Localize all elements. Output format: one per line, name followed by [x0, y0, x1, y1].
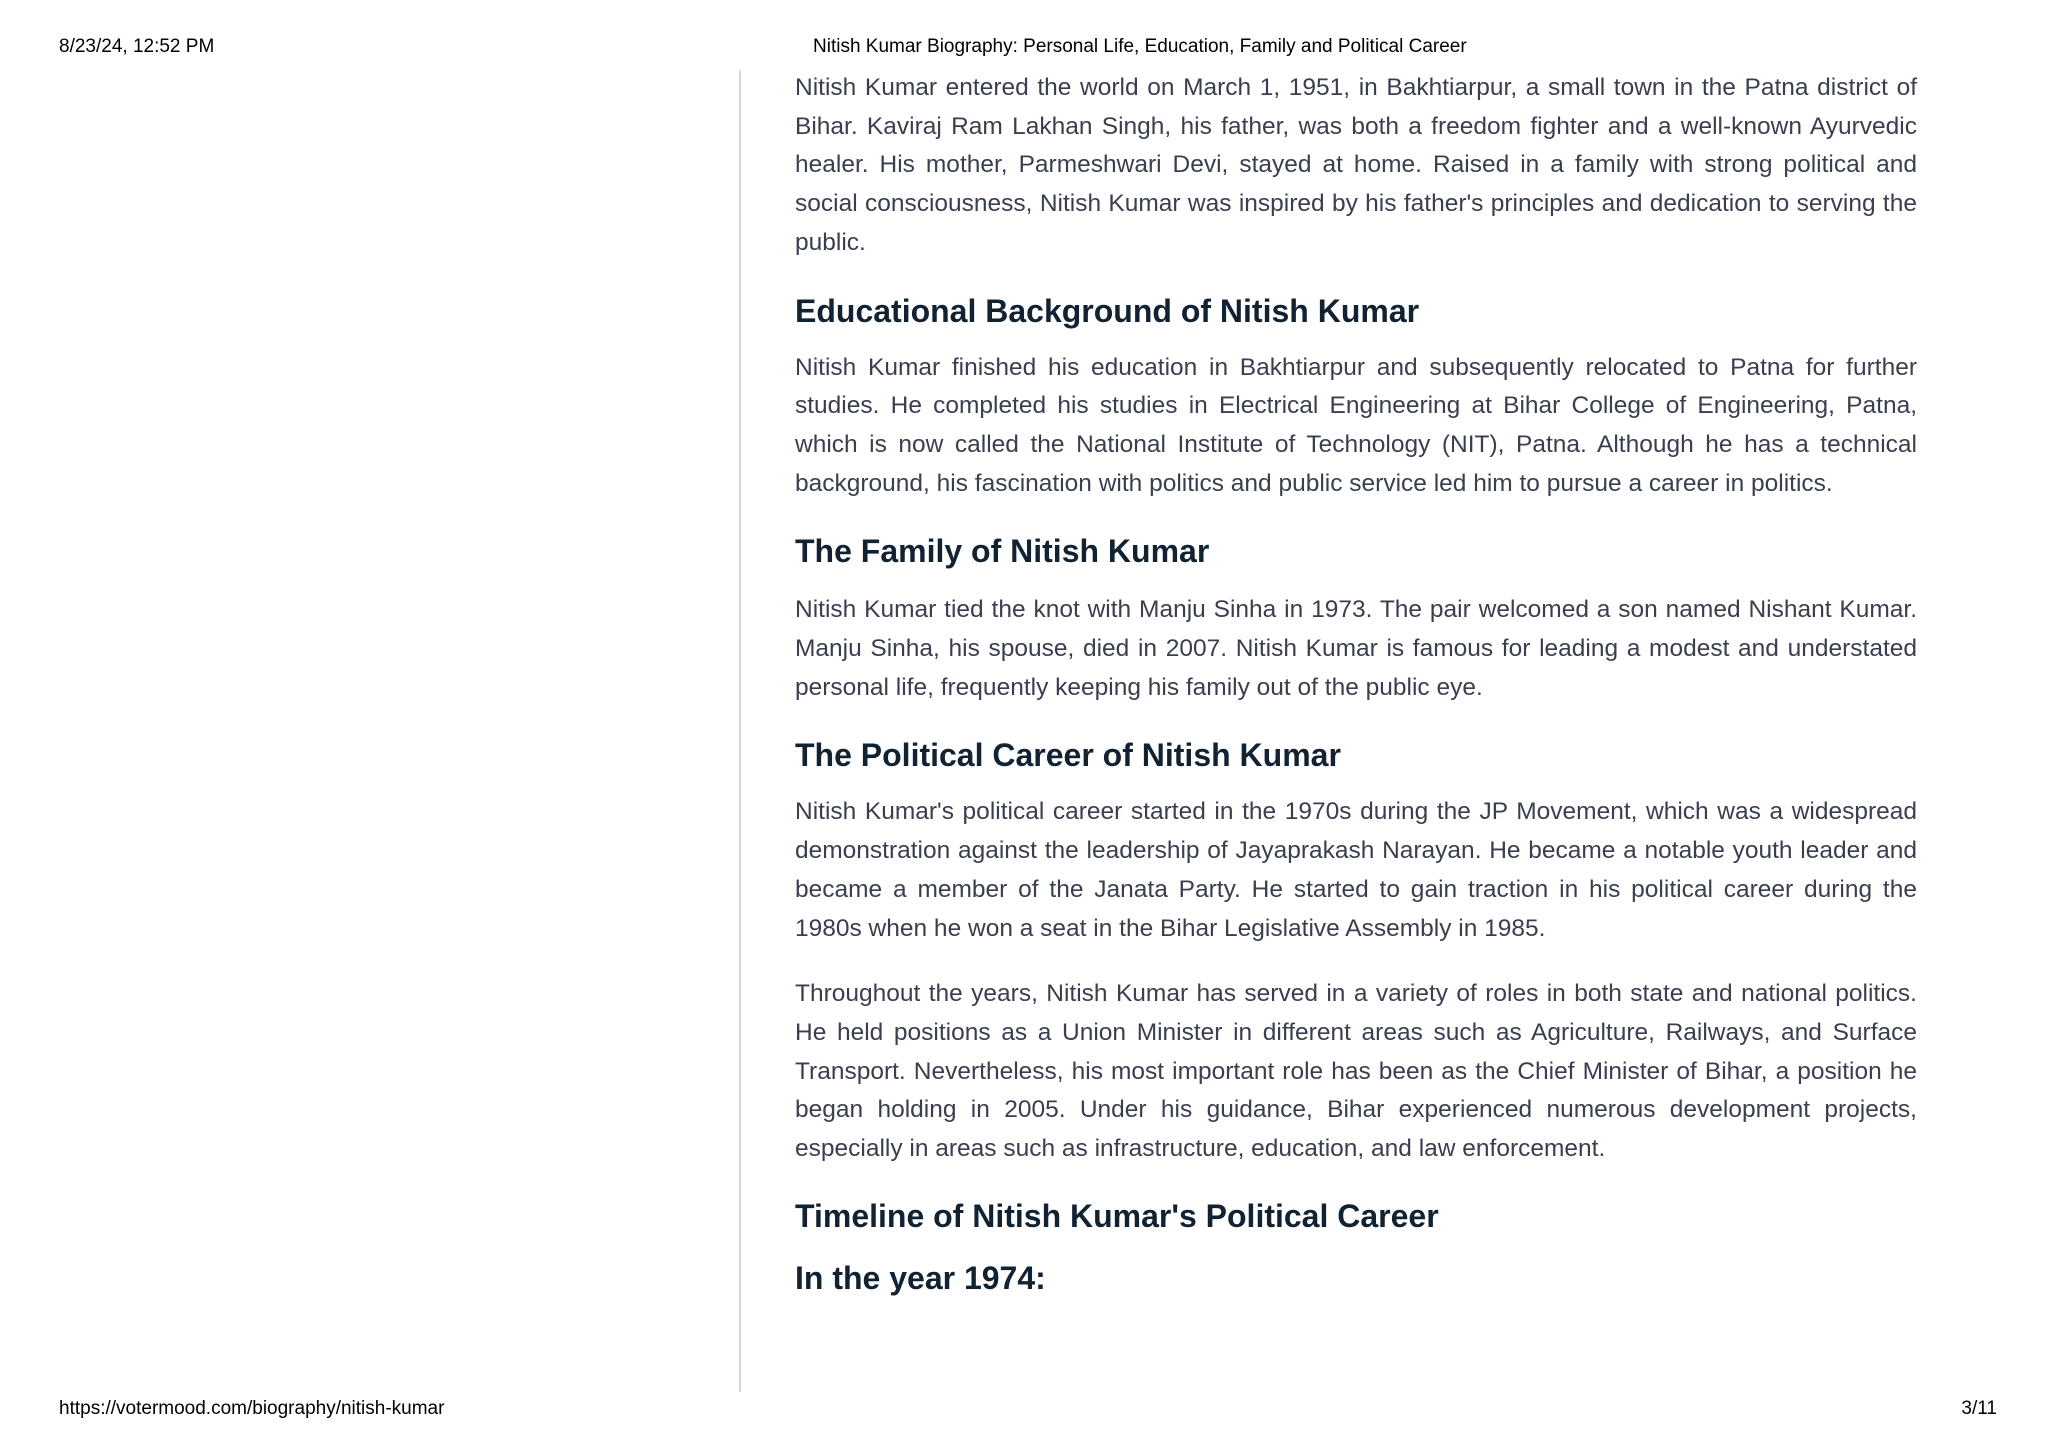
education-paragraph: Nitish Kumar finished his education in Bakhtiarpur and subsequently relocated to Patna for further studies. He completed his studies in Electrical Engineering at Bihar College of Engineering, Patna, which is now called the National Institute of Technology (NIT), Patna. Although he has a technical background, his fascination with politics and public service led him to pursue a career in politics. [795, 353, 1917, 497]
article-body [795, 69, 1917, 1298]
print-page-title: Nitish Kumar Biography: Personal Life, Education, Family and Political Career [813, 36, 1467, 57]
print-page-number: 3/11 [1961, 1398, 1997, 1419]
intro-paragraph: Nitish Kumar entered the world on March 1, 1951, in Bakhtiarpur, a small town in the Patna district of Bihar. Kaviraj Ram Lakhan Singh, his father, was both a freedom fighter and a well-known Ayurvedic healer. His mother, Parmeshwari Devi, stayed at home. Raised in a family with strong political and social consciousness, Nitish Kumar was inspired by his father's principles and dedication to serving the public. [795, 74, 1917, 256]
education-heading: Educational Background of Nitish Kumar [795, 292, 1420, 329]
timeline-year-heading: In the year 1974: [795, 1259, 1046, 1296]
sidebar-divider [739, 70, 741, 1392]
political-career-paragraph-1: Nitish Kumar's political career started in the 1970s during the JP Movement, which was a widespread demonstration against the leadership of Jayaprakash Narayan. He became a notable youth leader and became a member of the Janata Party. He started to gain traction in his political career during the 1980s when he won a seat in the Bihar Legislative Assembly in 1985. [795, 798, 1917, 942]
family-heading: The Family of Nitish Kumar [795, 533, 1210, 570]
print-footer [0, 1398, 2048, 1424]
print-url: https://votermood.com/biography/nitish-kumar [59, 1398, 445, 1419]
print-header [0, 36, 2048, 62]
timeline-heading: Timeline of Nitish Kumar's Political Career [795, 1197, 1439, 1234]
political-career-heading: The Political Career of Nitish Kumar [795, 737, 1341, 774]
political-career-paragraph-2: Throughout the years, Nitish Kumar has served in a variety of roles in both state and national politics. He held positions as a Union Minister in different areas such as Agriculture, Railways, and Surface Transport. Nevertheless, his most important role has been as the Chief Minister of Bihar, a position he began holding in 2005. Under his guidance, Bihar experienced numerous development projects, especially in areas such as infrastructure, education, and law enforcement. [795, 980, 1917, 1163]
family-paragraph: Nitish Kumar tied the knot with Manju Sinha in 1973. The pair welcomed a son named Nishant Kumar. Manju Sinha, his spouse, died in 2007. Nitish Kumar is famous for leading a modest and understated personal life, frequently keeping his family out of the public eye. [795, 596, 1917, 701]
print-datetime: 8/23/24, 12:52 PM [59, 36, 215, 57]
